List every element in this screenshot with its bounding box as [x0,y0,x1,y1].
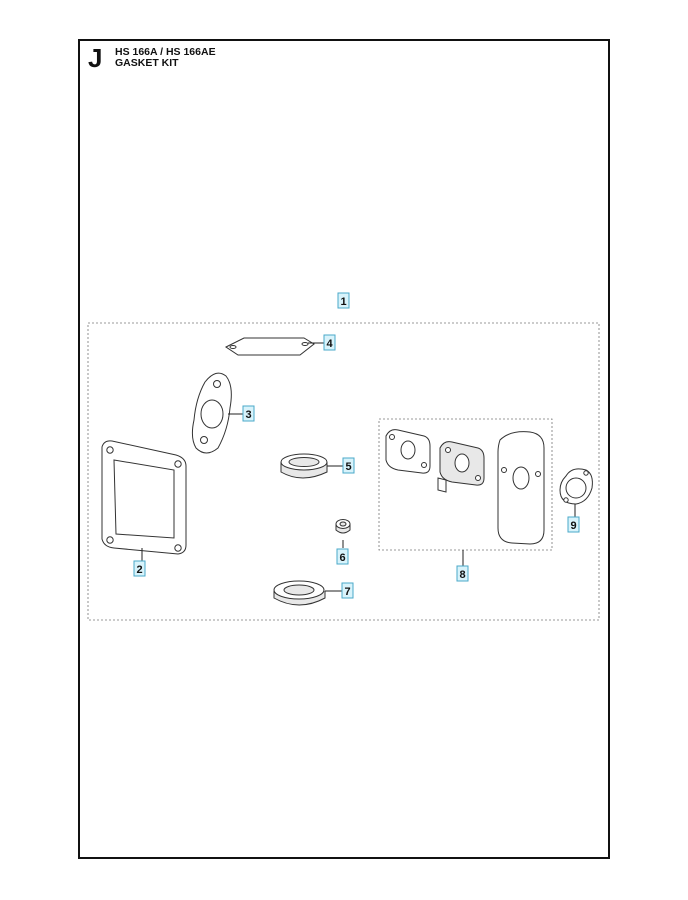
diagram-title: GASKET KIT [115,57,179,69]
callout-3 [243,406,254,421]
part-6-bushing [336,520,350,534]
callout-7 [342,583,353,598]
svg-text:1: 1 [340,296,347,308]
part-2-square-gasket [102,441,186,554]
section-letter: J [88,43,103,73]
part-5-oil-seal [281,454,327,478]
svg-text:2: 2 [136,564,143,576]
model-line: HS 166A / HS 166AE [115,46,216,58]
callout-2 [134,561,145,576]
part-3-flange-gasket [192,373,231,453]
svg-text:8: 8 [459,569,466,581]
svg-text:3: 3 [245,409,252,421]
svg-text:4: 4 [326,338,333,350]
callout-4 [324,335,335,350]
part-9-small-gasket [560,469,592,504]
part-7-oil-seal [274,581,325,605]
svg-text:6: 6 [339,552,346,564]
callout-1 [338,293,349,308]
callout-8 [457,566,468,581]
svg-text:7: 7 [344,586,351,598]
callout-5 [343,458,354,473]
callout-6 [337,549,348,564]
part-4-gasket-plate [226,338,314,355]
callout-9 [568,517,579,532]
part-8-carburettor-gaskets [386,430,544,544]
svg-text:5: 5 [345,461,352,473]
svg-text:9: 9 [570,520,577,532]
